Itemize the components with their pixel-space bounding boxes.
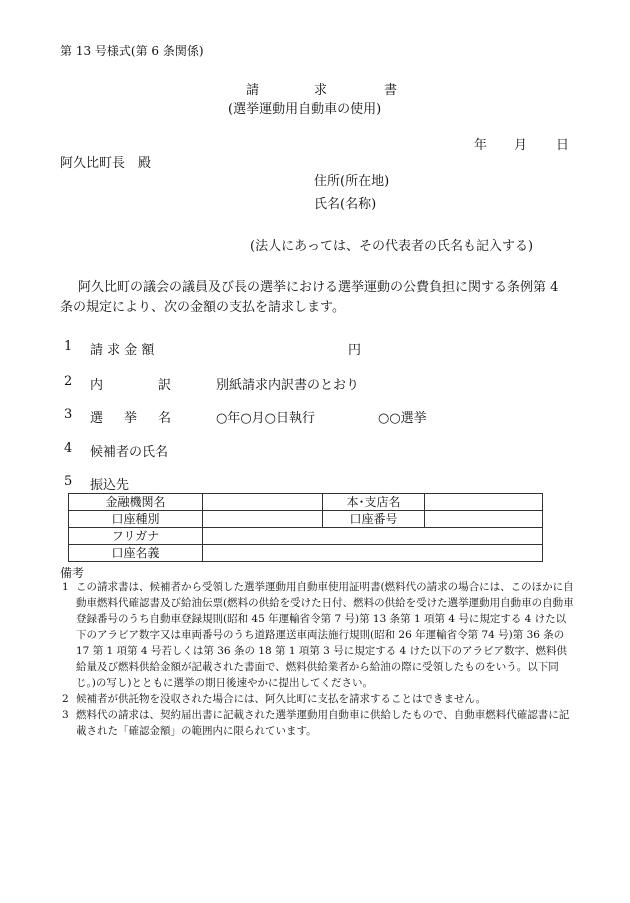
account-number-field[interactable] (425, 511, 543, 528)
notes-list (60, 579, 575, 739)
addressee: 阿久比町長 殿 (60, 156, 152, 171)
bank-info-table (68, 493, 543, 562)
furigana-label: フリガナ (69, 528, 203, 545)
item-label-election-3: 名 (158, 411, 172, 426)
note-text: 候補者が供託物を没収された場合には、阿久比町に支払を請求することはできません。 (76, 693, 487, 705)
bank-name-label: 金融機関名 (69, 494, 203, 511)
title-char-3: 書 (384, 83, 398, 98)
form-label: 第 13 号様式(第 6 条関係) (60, 44, 204, 58)
item-label-transfer: 振込先 (90, 478, 130, 493)
note-number: 1 (62, 581, 69, 593)
document-subtitle: (選挙運動用自動車の使用) (228, 102, 382, 117)
election-name: ○○選挙 (378, 411, 427, 426)
date-year-label: 年 (474, 138, 488, 153)
notes-heading: 備考 (60, 566, 85, 580)
applicant-address-label: 住所(所在地) (314, 174, 390, 189)
branch-label: 本･支店名 (323, 494, 425, 511)
note-number: 2 (62, 693, 69, 705)
applicant-name-label: 氏名(名称) (314, 197, 377, 212)
account-type-label: 口座種別 (69, 511, 203, 528)
item-number: 4 (64, 441, 73, 456)
amount-unit: 円 (348, 343, 362, 358)
title-char-1: 請 (246, 83, 260, 98)
table-row (69, 494, 543, 511)
note-text: この請求書は、候補者から受領した選挙運動用自動車使用証明書(燃料代の請求の場合には、このほかに自動車燃料代確認書及び給油伝票(燃料の供給を受けた日付、燃料の供給を受けた選挙運動用自動車の自動車登録番号のうち自動車登録規則(昭和 45 年運輸省令第 7 号)第 13 条第 1 項第 4 号に規定する 4 けた以下のアラビア数字又は車両番号のうち道路運送車両法施行規則(昭和 26 年運輸省令第 74 号)第 36 条の 17 第 1 項第 4 号若しくは第 36 条の 18 第 1 項第 3 号に規定する 4 けた以下のアラビア数字、燃料供給量及び燃料供給金額が記載された書面で、燃料供給業者から給油の際に受領したものをいう。以下同じ。)の写し)とともに選挙の期日後速やかに提出してください。 (76, 581, 574, 689)
bank-name-field[interactable] (203, 494, 323, 511)
account-name-label: 口座名義 (69, 545, 203, 562)
note-item (60, 579, 575, 691)
item-number: 2 (64, 374, 73, 389)
table-row (69, 528, 543, 545)
note-text: 燃料代の請求は、契約届出書に記載された選挙運動用自動車に供給したもので、自動車燃料代確認書に記載された「確認金額」の範囲内に限られています。 (76, 709, 570, 737)
item-label-breakdown-1: 内 (90, 378, 104, 393)
date-day-label: 日 (556, 138, 570, 153)
body-line-1: 阿久比町の議会の議員及び長の選挙における選挙運動の公費負担に関する条例第 4 (78, 280, 559, 295)
item-label-amount: 請 求 金 額 (90, 343, 155, 358)
table-row (69, 511, 543, 528)
note-item (60, 707, 575, 739)
item-label-candidate: 候補者の氏名 (90, 445, 169, 460)
item-label-breakdown-2: 訳 (158, 378, 172, 393)
furigana-field[interactable] (203, 528, 543, 545)
table-row (69, 545, 543, 562)
account-number-label: 口座番号 (323, 511, 425, 528)
item-number: 5 (64, 474, 73, 489)
applicant-note: (法人にあっては、その代表者の氏名も記入する) (250, 239, 534, 254)
item-number: 3 (64, 407, 73, 422)
item-label-election-1: 選 (90, 411, 104, 426)
note-item (60, 691, 575, 707)
item-number: 1 (64, 339, 73, 354)
date-month-label: 月 (514, 138, 528, 153)
branch-field[interactable] (425, 494, 543, 511)
title-char-2: 求 (314, 83, 328, 98)
note-number: 3 (62, 709, 69, 721)
body-line-2: 条の規定により、次の金額の支払を請求します。 (60, 300, 345, 315)
account-type-field[interactable] (203, 511, 323, 528)
election-date: ○年○月○日執行 (216, 411, 316, 426)
account-name-field[interactable] (203, 545, 543, 562)
breakdown-value: 別紙請求内訳書のとおり (216, 378, 360, 393)
item-label-election-2: 挙 (124, 411, 138, 426)
